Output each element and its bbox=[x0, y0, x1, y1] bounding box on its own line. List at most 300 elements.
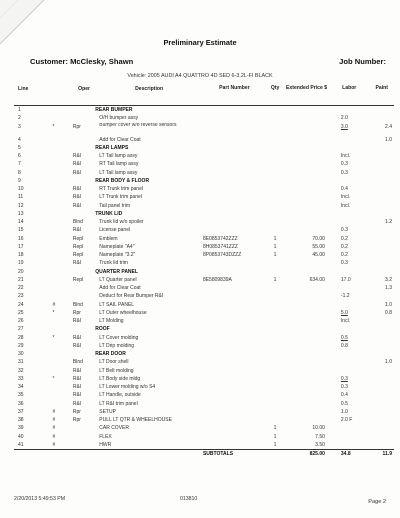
col-part-number-header: Part Number bbox=[203, 85, 266, 106]
cell-line: 2 bbox=[18, 115, 21, 122]
cell-line: 4 bbox=[18, 136, 21, 143]
cell-line: 41 bbox=[18, 441, 24, 448]
cell-labor bbox=[329, 106, 370, 115]
cell-description: LT Belt molding bbox=[99, 367, 134, 374]
cell-line: 6 bbox=[18, 153, 21, 159]
cell-part-number bbox=[203, 160, 266, 168]
cell-price: 45.00 bbox=[312, 252, 325, 258]
cell-mark bbox=[42, 114, 72, 122]
col-paint-header: Paint bbox=[370, 85, 394, 106]
subtotal-price: 825.00 bbox=[284, 450, 329, 459]
cell-price bbox=[284, 218, 329, 226]
cell-part-number: 8E5809839A bbox=[202, 276, 232, 283]
cell-paint bbox=[370, 160, 394, 168]
section-row bbox=[14, 325, 394, 333]
cell-description: LT Door shell bbox=[99, 359, 129, 366]
table-row bbox=[14, 408, 394, 416]
cell-oper bbox=[73, 441, 95, 450]
cell-price bbox=[284, 160, 329, 168]
cell-price bbox=[284, 383, 329, 391]
cell-price bbox=[284, 185, 329, 193]
table-header-row bbox=[14, 85, 394, 106]
table-row bbox=[14, 309, 394, 317]
cell-qty: 1 bbox=[273, 235, 277, 242]
cell-oper bbox=[73, 268, 95, 276]
table-row bbox=[14, 136, 394, 144]
cell-mark: # bbox=[52, 433, 56, 440]
cell-labor: 0.8 bbox=[340, 342, 348, 349]
cell-mark bbox=[42, 193, 72, 201]
cell-price bbox=[284, 114, 329, 122]
cell-mark bbox=[42, 367, 72, 375]
section-row bbox=[14, 350, 394, 358]
cell-oper: R&I bbox=[72, 202, 82, 209]
cell-price bbox=[284, 210, 329, 218]
cell-price bbox=[284, 400, 329, 408]
cell-line: 19 bbox=[18, 260, 24, 267]
cell-part-number bbox=[203, 383, 266, 391]
cell-part-number bbox=[203, 284, 266, 292]
cell-labor bbox=[329, 284, 370, 292]
cell-line: 39 bbox=[18, 425, 24, 432]
cell-description: LT SAIL PANEL bbox=[99, 301, 135, 308]
cell-line: 20 bbox=[18, 268, 24, 275]
cell-description: SETUP bbox=[99, 408, 116, 415]
cell-line: 37 bbox=[18, 408, 24, 415]
cell-mark bbox=[42, 383, 72, 391]
cell-qty: 1 bbox=[273, 441, 277, 448]
cell-line: 7 bbox=[18, 161, 21, 168]
cell-paint bbox=[370, 383, 394, 391]
cell-price bbox=[284, 152, 329, 160]
cell-labor: 17.0 bbox=[340, 276, 351, 283]
cell-price bbox=[284, 106, 329, 115]
cell-oper: R&I bbox=[72, 375, 82, 382]
table-row bbox=[14, 114, 394, 122]
cell-price: 7.50 bbox=[315, 433, 325, 440]
cell-part-number: 8H0853741ZZZ bbox=[202, 243, 238, 250]
table-row bbox=[14, 218, 394, 226]
cell-mark: # bbox=[52, 425, 56, 432]
cell-labor: 0.4 bbox=[340, 392, 348, 399]
cell-description: License panel bbox=[99, 227, 131, 234]
subtotal-paint: 11.9 bbox=[370, 450, 394, 459]
col-line-header: Line bbox=[14, 85, 42, 106]
cell-part-number bbox=[203, 301, 266, 309]
table-row bbox=[14, 243, 394, 251]
cell-line: 14 bbox=[18, 219, 24, 225]
cell-labor: 0.5 bbox=[340, 334, 348, 341]
cell-part-number bbox=[203, 152, 266, 160]
cell-labor bbox=[329, 144, 370, 152]
cell-qty bbox=[266, 169, 284, 177]
cell-line: 13 bbox=[18, 210, 24, 217]
cell-mark: # bbox=[52, 301, 56, 308]
cell-qty bbox=[266, 284, 284, 292]
cell-price bbox=[284, 416, 329, 424]
cell-mark bbox=[42, 218, 72, 226]
col-price-header: Extended Price $ bbox=[284, 85, 329, 106]
cell-qty bbox=[266, 218, 284, 226]
col-description-header: Description bbox=[95, 85, 203, 106]
cell-oper: R&I bbox=[72, 334, 82, 341]
cell-qty bbox=[266, 317, 284, 325]
cell-description: Deduct for Rear Bumper R&I bbox=[99, 293, 164, 300]
cell-mark bbox=[42, 259, 72, 267]
cell-qty bbox=[266, 136, 284, 144]
cell-labor: 0.3 bbox=[340, 161, 348, 168]
cell-line: 26 bbox=[18, 318, 24, 324]
cell-oper: Rpr bbox=[72, 408, 81, 415]
cell-paint bbox=[370, 292, 394, 300]
cell-paint bbox=[370, 226, 394, 234]
cell-paint bbox=[370, 210, 394, 218]
cell-line: 28 bbox=[18, 334, 24, 341]
cell-part-number bbox=[203, 334, 266, 342]
table-row bbox=[14, 358, 394, 366]
cell-paint bbox=[370, 433, 394, 441]
cell-oper: Blnd bbox=[72, 301, 83, 308]
cell-price bbox=[284, 123, 329, 136]
cell-mark bbox=[42, 185, 72, 193]
cell-part-number bbox=[203, 123, 266, 136]
cell-paint bbox=[370, 408, 394, 416]
cell-labor: 0.3 bbox=[340, 384, 348, 390]
cell-line: 21 bbox=[18, 276, 24, 283]
cell-qty bbox=[266, 114, 284, 122]
cell-labor: 5.0 bbox=[340, 309, 348, 316]
cell-description: Trunk lid w/o spoiler bbox=[99, 219, 144, 225]
cell-oper: R&I bbox=[72, 367, 82, 374]
cell-description: Emblem bbox=[99, 235, 118, 242]
cell-description: REAR LAMPS bbox=[95, 144, 129, 151]
cell-part-number bbox=[203, 325, 266, 333]
table-row bbox=[14, 226, 394, 234]
cell-qty bbox=[266, 391, 284, 399]
cell-part-number bbox=[203, 202, 266, 210]
cell-labor: 0.4 bbox=[340, 186, 348, 192]
cell-part-number bbox=[203, 424, 266, 432]
cell-price bbox=[284, 144, 329, 152]
cell-qty bbox=[266, 123, 284, 136]
cell-line: 10 bbox=[18, 186, 24, 192]
cell-mark bbox=[42, 358, 72, 366]
cell-oper bbox=[73, 292, 95, 300]
cell-line: 17 bbox=[18, 243, 24, 250]
cell-price bbox=[284, 309, 329, 317]
cell-part-number bbox=[203, 193, 266, 201]
cell-description: Trunk lid trim bbox=[99, 260, 128, 267]
cell-line: 38 bbox=[18, 417, 24, 423]
cell-mark bbox=[42, 251, 72, 259]
cell-qty bbox=[266, 416, 284, 424]
cell-oper bbox=[73, 144, 95, 152]
cell-price bbox=[284, 136, 329, 144]
cell-description: Bumper cover w/o reverse sensors bbox=[99, 122, 177, 128]
cell-part-number bbox=[203, 177, 266, 185]
cell-labor: 2.0 bbox=[340, 115, 348, 122]
cell-paint bbox=[370, 375, 394, 383]
cell-price bbox=[284, 202, 329, 210]
cell-part-number bbox=[203, 400, 266, 408]
cell-paint bbox=[370, 367, 394, 375]
table-row bbox=[14, 292, 394, 300]
cell-price bbox=[284, 193, 329, 201]
col-labor-header: Labor bbox=[329, 85, 370, 106]
table-row bbox=[14, 342, 394, 350]
vehicle-info: Vehicle: 2005 AUDI A4 QUATTRO 4D SED 6-3.2L-FI BLACK bbox=[127, 73, 273, 79]
cell-description: RT Tail lamp assy bbox=[99, 161, 139, 168]
cell-qty bbox=[266, 350, 284, 358]
cell-oper: Rpr bbox=[72, 417, 81, 423]
job-number-label: Job Number: bbox=[339, 57, 386, 66]
cell-part-number bbox=[203, 350, 266, 358]
table-row bbox=[14, 433, 394, 441]
cell-description: CAR COVER bbox=[99, 425, 129, 432]
cell-part-number bbox=[203, 185, 266, 193]
cell-part-number: 8P0853743DZZZ bbox=[202, 252, 242, 258]
cell-labor bbox=[329, 350, 370, 358]
cell-mark bbox=[42, 284, 72, 292]
cell-part-number bbox=[203, 317, 266, 325]
cell-oper: R&I bbox=[72, 318, 82, 324]
cell-qty bbox=[266, 268, 284, 276]
cell-oper: R&I bbox=[72, 260, 82, 267]
cell-price bbox=[284, 268, 329, 276]
table-row bbox=[14, 334, 394, 342]
cell-labor: 0.3 bbox=[340, 169, 348, 176]
cell-description: LT Body side mldg bbox=[99, 375, 141, 382]
estimate-table bbox=[14, 85, 394, 458]
cell-mark bbox=[42, 152, 72, 160]
cell-labor bbox=[329, 218, 370, 226]
cell-line: 27 bbox=[18, 326, 24, 333]
cell-line: 40 bbox=[18, 433, 24, 440]
cell-paint bbox=[370, 317, 394, 325]
cell-labor: 0.2 bbox=[340, 252, 348, 258]
cell-paint: 2.4 bbox=[385, 123, 392, 130]
cell-labor: Incl. bbox=[340, 318, 351, 324]
cell-description: LT R&I trim panel bbox=[99, 400, 138, 407]
table-row bbox=[14, 169, 394, 177]
table-row bbox=[14, 276, 394, 284]
cell-oper bbox=[73, 325, 95, 333]
cell-oper: R&I bbox=[72, 342, 82, 349]
cell-labor bbox=[329, 325, 370, 333]
cell-paint bbox=[370, 169, 394, 177]
cell-qty bbox=[266, 185, 284, 193]
cell-price bbox=[284, 342, 329, 350]
cell-labor bbox=[329, 301, 370, 309]
cell-price bbox=[284, 259, 329, 267]
cell-labor: 2.0 F bbox=[340, 417, 353, 423]
cell-oper bbox=[73, 177, 95, 185]
cell-description: Add for Clear Coat bbox=[99, 136, 141, 143]
cell-price: 634.00 bbox=[309, 276, 325, 283]
cell-description: REAR BUMPER bbox=[95, 107, 133, 113]
cell-part-number bbox=[203, 136, 266, 144]
cell-line: 33 bbox=[18, 375, 24, 382]
table-row bbox=[14, 202, 394, 210]
cell-paint: 1.0 bbox=[385, 136, 392, 143]
cell-mark: * bbox=[52, 309, 55, 316]
cell-oper: R&I bbox=[72, 169, 82, 176]
cell-oper: Rpr bbox=[72, 309, 81, 316]
cell-labor: 0.5 bbox=[340, 400, 348, 407]
cell-qty bbox=[266, 408, 284, 416]
cell-labor: 0.3 bbox=[340, 375, 348, 382]
section-row bbox=[14, 210, 394, 218]
cell-description: LT Drip molding bbox=[99, 342, 135, 349]
subtotal-row bbox=[14, 450, 394, 459]
cell-paint bbox=[370, 441, 394, 450]
cell-line: 24 bbox=[18, 301, 24, 308]
cell-oper bbox=[73, 106, 95, 115]
cell-oper bbox=[73, 350, 95, 358]
cell-paint bbox=[370, 424, 394, 432]
cell-oper: Repl bbox=[72, 252, 84, 258]
cell-part-number bbox=[203, 268, 266, 276]
cell-part-number bbox=[203, 210, 266, 218]
cell-description: Add for Clear Coat bbox=[99, 285, 141, 291]
cell-line: 36 bbox=[18, 400, 24, 407]
cell-oper bbox=[73, 433, 95, 441]
cell-mark: * bbox=[52, 123, 55, 130]
cell-price: 3.50 bbox=[315, 441, 325, 448]
cell-paint bbox=[370, 400, 394, 408]
cell-line: 34 bbox=[18, 384, 24, 390]
cell-description: ROOF bbox=[95, 326, 110, 333]
cell-price bbox=[284, 169, 329, 177]
cell-part-number bbox=[203, 259, 266, 267]
cell-paint: 1.3 bbox=[385, 285, 392, 291]
cell-part-number bbox=[203, 367, 266, 375]
cell-oper: R&I bbox=[72, 194, 82, 201]
cell-labor: 0.3 bbox=[340, 227, 348, 234]
cell-paint bbox=[370, 144, 394, 152]
cell-oper bbox=[73, 114, 95, 122]
cell-labor bbox=[329, 441, 370, 450]
cell-part-number: 8E0853742ZZZ bbox=[202, 235, 238, 242]
cell-price bbox=[284, 292, 329, 300]
cell-paint: 1.0 bbox=[385, 359, 392, 366]
cell-price bbox=[284, 177, 329, 185]
cell-labor: -1.2 bbox=[340, 293, 350, 300]
cell-labor bbox=[329, 358, 370, 366]
table-row bbox=[14, 317, 394, 325]
cell-oper: R&I bbox=[72, 400, 82, 407]
cell-line: 9 bbox=[18, 177, 21, 184]
cell-paint bbox=[370, 391, 394, 399]
cell-oper bbox=[73, 210, 95, 218]
cell-qty bbox=[266, 334, 284, 342]
cell-paint: 0.8 bbox=[385, 309, 392, 316]
cell-paint bbox=[370, 243, 394, 251]
cell-mark bbox=[42, 136, 72, 144]
col-qty-header: Qty bbox=[266, 85, 284, 106]
cell-description: LT Tail lamp assy bbox=[99, 153, 138, 159]
cell-paint bbox=[370, 251, 394, 259]
cell-paint bbox=[370, 114, 394, 122]
cell-qty bbox=[266, 193, 284, 201]
cell-line: 18 bbox=[18, 252, 24, 258]
cell-qty: 1 bbox=[273, 243, 277, 250]
cell-qty bbox=[266, 226, 284, 234]
cell-oper: R&I bbox=[72, 392, 82, 399]
cell-qty bbox=[266, 358, 284, 366]
cell-description: PULL LT QTR & WHEELHOUSE bbox=[99, 417, 172, 423]
cell-part-number bbox=[203, 416, 266, 424]
table-row bbox=[14, 185, 394, 193]
print-datetime: 2/20/2013 5:49:53 PM bbox=[14, 496, 66, 502]
cell-oper: Repl bbox=[72, 235, 84, 242]
cell-labor bbox=[329, 367, 370, 375]
cell-labor: 0.3 bbox=[340, 260, 348, 267]
cell-qty bbox=[266, 292, 284, 300]
cell-price bbox=[284, 334, 329, 342]
cell-mark bbox=[42, 226, 72, 234]
cell-paint bbox=[370, 235, 394, 243]
cell-mark bbox=[42, 292, 72, 300]
table-row bbox=[14, 400, 394, 408]
page-number: Page 2 bbox=[368, 499, 386, 505]
cell-qty: 1 bbox=[273, 276, 277, 283]
cell-mark bbox=[42, 317, 72, 325]
cell-paint bbox=[370, 268, 394, 276]
cell-paint: 3.2 bbox=[385, 276, 392, 283]
cell-paint: 1.2 bbox=[385, 219, 392, 225]
table-row bbox=[14, 251, 394, 259]
cell-qty bbox=[266, 202, 284, 210]
cell-labor bbox=[329, 210, 370, 218]
cell-paint bbox=[370, 259, 394, 267]
cell-line: 15 bbox=[18, 227, 24, 234]
cell-oper: R&I bbox=[72, 186, 82, 192]
cell-description: FLEX bbox=[99, 433, 112, 440]
cell-line: 35 bbox=[18, 392, 24, 399]
cell-paint bbox=[370, 185, 394, 193]
cell-price bbox=[284, 325, 329, 333]
cell-qty bbox=[266, 325, 284, 333]
cell-oper bbox=[73, 424, 95, 432]
cell-price bbox=[284, 367, 329, 375]
cell-description: O/H bumper assy bbox=[99, 115, 139, 122]
table-row bbox=[14, 235, 394, 243]
cell-paint bbox=[370, 342, 394, 350]
cell-description: REAR BODY & FLOOR bbox=[95, 177, 150, 184]
cell-qty bbox=[266, 342, 284, 350]
cell-qty bbox=[266, 177, 284, 185]
cell-labor bbox=[329, 424, 370, 432]
cell-oper: Blnd bbox=[72, 219, 83, 225]
page-corner-shadow bbox=[0, 0, 60, 60]
cell-qty bbox=[266, 152, 284, 160]
cell-description: LT Molding bbox=[99, 318, 124, 324]
cell-description: REAR DOOR bbox=[95, 351, 126, 357]
cell-description: LT Handle, outside bbox=[99, 392, 141, 399]
cell-oper: R&I bbox=[72, 384, 82, 390]
cell-paint bbox=[370, 202, 394, 210]
cell-mark bbox=[42, 235, 72, 243]
cell-price bbox=[284, 284, 329, 292]
cell-paint: 1.0 bbox=[385, 301, 392, 308]
cell-oper bbox=[73, 284, 95, 292]
cell-description: RT Trunk trim panel bbox=[99, 186, 143, 192]
cell-mark bbox=[42, 144, 72, 152]
cell-labor: 1.0 bbox=[340, 408, 348, 415]
table-row bbox=[14, 259, 394, 267]
table-row bbox=[14, 160, 394, 168]
